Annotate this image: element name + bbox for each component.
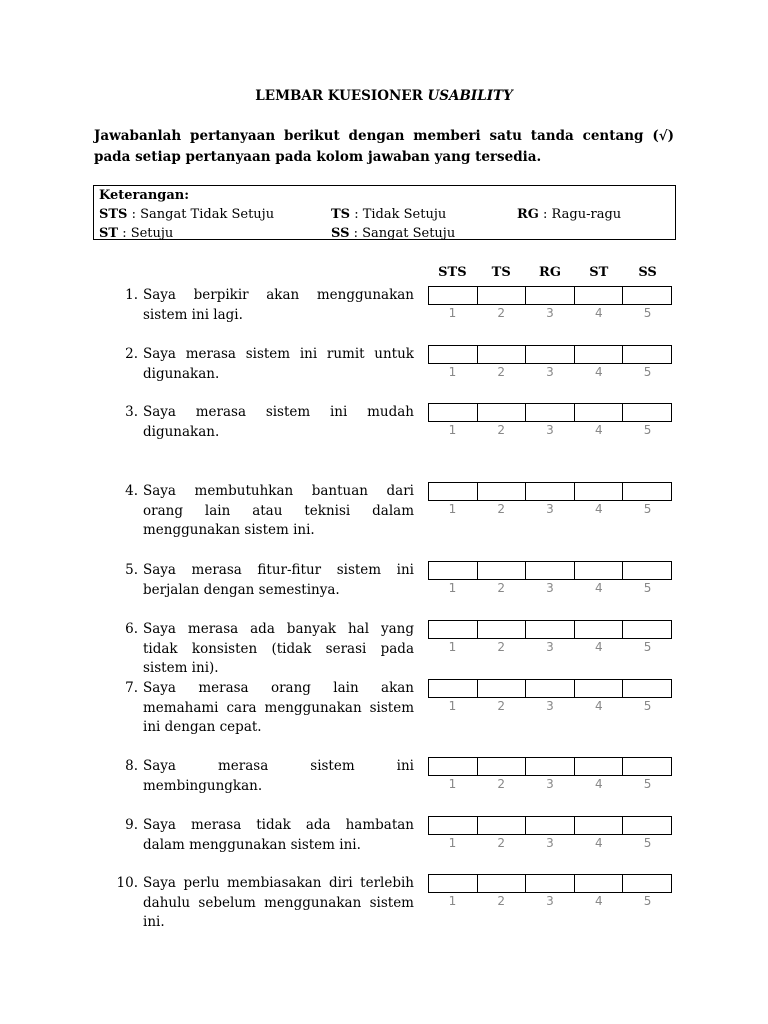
question-item: [114, 757, 414, 796]
question-text: Saya membutuhkan bantuan dari orang lain atau teknisi dalam menggunakan sistem ini.: [143, 483, 414, 538]
column-header: STS: [438, 265, 467, 280]
instruction-text: Jawabanlah pertanyaan berikut dengan memberi satu tanda centang (√) pada setiap pertanyaan pada kolom jawaban yang tersedia.: [94, 128, 674, 165]
answer-checkbox-sts[interactable]: [429, 680, 478, 697]
answer-checkbox-ts[interactable]: [478, 680, 527, 697]
answer-boxes: [428, 816, 672, 835]
answer-checkbox-rg[interactable]: [526, 680, 575, 697]
question-number: 1.: [125, 287, 138, 303]
legend-item-st: ST : Setuju: [99, 226, 174, 241]
scale-number: 3: [546, 306, 554, 320]
scale-number: 4: [594, 836, 603, 850]
answer-checkbox-st[interactable]: [575, 758, 624, 775]
answer-checkbox-sts[interactable]: [429, 346, 478, 363]
answer-checkbox-rg[interactable]: [526, 404, 575, 421]
scale-number: 4: [594, 581, 603, 595]
scale-numbers: [428, 640, 672, 654]
scale-number: 5: [643, 836, 652, 850]
answer-checkbox-st[interactable]: [575, 404, 624, 421]
answer-boxes: [428, 403, 672, 422]
answer-checkbox-ts[interactable]: [478, 404, 527, 421]
scale-number: 1: [448, 306, 457, 320]
column-header: RG: [539, 265, 561, 280]
scale-numbers: [428, 581, 672, 595]
answer-checkbox-sts[interactable]: [429, 621, 478, 638]
scale-number: 3: [546, 699, 554, 713]
question-item: [114, 679, 414, 738]
legend-item-ts: TS : Tidak Setuju: [331, 207, 447, 222]
answer-checkbox-rg[interactable]: [526, 758, 575, 775]
scale-number: 5: [643, 581, 652, 595]
scale-number: 4: [594, 306, 603, 320]
scale-numbers: [428, 306, 672, 320]
legend-title: Keterangan:: [99, 188, 190, 203]
answer-boxes: [428, 286, 672, 305]
question-item: [114, 620, 414, 679]
scale-number: 2: [497, 423, 506, 437]
scale-number: 1: [448, 581, 457, 595]
scale-number: 2: [497, 894, 506, 908]
scale-number: 4: [594, 640, 603, 654]
answer-checkbox-sts[interactable]: [429, 758, 478, 775]
answer-checkbox-ts[interactable]: [478, 346, 527, 363]
answer-checkbox-sts[interactable]: [429, 404, 478, 421]
answer-checkbox-sts[interactable]: [429, 483, 478, 500]
question-text: Saya merasa sistem ini mudah digunakan.: [143, 404, 414, 440]
column-header: SS: [638, 265, 657, 280]
scale-number: 5: [643, 365, 652, 379]
answer-checkbox-st[interactable]: [575, 562, 624, 579]
scale-numbers: [428, 699, 672, 713]
scale-numbers: [428, 365, 672, 379]
scale-number: 1: [448, 502, 457, 516]
answer-checkbox-ss[interactable]: [623, 817, 671, 834]
scale-number: 1: [448, 777, 457, 791]
answer-checkbox-rg[interactable]: [526, 483, 575, 500]
answer-boxes: [428, 679, 672, 698]
answer-checkbox-ss[interactable]: [623, 346, 671, 363]
answer-checkbox-st[interactable]: [575, 875, 624, 892]
answer-checkbox-st[interactable]: [575, 621, 624, 638]
question-number: 9.: [125, 817, 138, 833]
answer-checkbox-rg[interactable]: [526, 817, 575, 834]
answer-checkbox-ts[interactable]: [478, 875, 527, 892]
question-number: 6.: [125, 621, 138, 637]
scale-number: 5: [643, 640, 652, 654]
answer-checkbox-rg[interactable]: [526, 875, 575, 892]
title-italic-text: USABILITY: [427, 88, 513, 104]
answer-boxes: [428, 345, 672, 364]
scale-number: 1: [448, 894, 457, 908]
scale-number: 3: [546, 894, 554, 908]
scale-number: 1: [448, 699, 457, 713]
scale-number: 2: [497, 306, 506, 320]
question-text: Saya merasa fitur-fitur sistem ini berjalan dengan semestinya.: [143, 562, 414, 598]
question-item: [114, 816, 414, 855]
scale-numbers: [428, 423, 672, 437]
question-item: [114, 561, 414, 600]
scale-number: 3: [546, 581, 554, 595]
answer-checkbox-ss[interactable]: [623, 680, 671, 697]
answer-checkbox-ts[interactable]: [478, 287, 527, 304]
scale-number: 5: [643, 894, 652, 908]
scale-number: 3: [546, 640, 554, 654]
column-header: ST: [589, 265, 609, 280]
scale-number: 5: [643, 777, 652, 791]
answer-checkbox-sts[interactable]: [429, 562, 478, 579]
answer-checkbox-ts[interactable]: [478, 483, 527, 500]
scale-number: 3: [546, 777, 554, 791]
question-text: Saya berpikir akan menggunakan sistem ini lagi.: [143, 287, 414, 323]
question-number: 10.: [116, 875, 138, 891]
question-text: Saya merasa ada banyak hal yang tidak konsisten (tidak serasi pada sistem ini).: [143, 621, 414, 676]
legend-box: [93, 185, 676, 240]
answer-boxes: [428, 757, 672, 776]
page-title: [0, 88, 768, 104]
scale-number: 4: [594, 365, 603, 379]
question-number: 8.: [125, 758, 138, 774]
answer-checkbox-st[interactable]: [575, 287, 624, 304]
question-item: [114, 874, 414, 933]
answer-checkbox-ss[interactable]: [623, 562, 671, 579]
question-item: [114, 482, 414, 541]
question-number: 3.: [125, 404, 138, 420]
question-item: [114, 345, 414, 384]
answer-boxes: [428, 620, 672, 639]
answer-checkbox-ts[interactable]: [478, 562, 527, 579]
question-number: 4.: [125, 483, 138, 499]
answer-checkbox-ss[interactable]: [623, 404, 671, 421]
answer-checkbox-st[interactable]: [575, 680, 624, 697]
answer-checkbox-rg[interactable]: [526, 346, 575, 363]
question-item: [114, 403, 414, 442]
scale-number: 5: [643, 699, 652, 713]
answer-checkbox-ts[interactable]: [478, 758, 527, 775]
scale-number: 3: [546, 365, 554, 379]
answer-boxes: [428, 482, 672, 501]
answer-checkbox-st[interactable]: [575, 346, 624, 363]
legend-item-rg: RG : Ragu-ragu: [517, 207, 622, 222]
question-text: Saya merasa tidak ada hambatan dalam menggunakan sistem ini.: [143, 817, 414, 853]
scale-number: 4: [594, 699, 603, 713]
question-item: [114, 286, 414, 325]
scale-number: 2: [497, 365, 506, 379]
answer-checkbox-ss[interactable]: [623, 621, 671, 638]
answer-checkbox-sts[interactable]: [429, 875, 478, 892]
scale-number: 3: [546, 423, 554, 437]
answer-boxes: [428, 874, 672, 893]
scale-number: 4: [594, 777, 603, 791]
scale-numbers: [428, 777, 672, 791]
answer-checkbox-ss[interactable]: [623, 758, 671, 775]
scale-number: 1: [448, 640, 457, 654]
scale-number: 2: [497, 640, 506, 654]
answer-checkbox-st[interactable]: [575, 483, 624, 500]
scale-number: 1: [448, 836, 457, 850]
question-text: Saya merasa sistem ini rumit untuk digunakan.: [143, 346, 414, 382]
scale-number: 2: [497, 836, 506, 850]
column-header: TS: [491, 265, 511, 280]
scale-numbers: [428, 894, 672, 908]
scale-number: 3: [546, 502, 554, 516]
scale-number: 4: [594, 502, 603, 516]
scale-number: 3: [546, 836, 554, 850]
question-number: 7.: [125, 680, 138, 696]
question-number: 2.: [125, 346, 138, 362]
scale-number: 5: [643, 423, 652, 437]
answer-checkbox-rg[interactable]: [526, 287, 575, 304]
scale-number: 2: [497, 777, 506, 791]
answer-column-headers: [428, 265, 672, 280]
answer-checkbox-sts[interactable]: [429, 817, 478, 834]
scale-number: 4: [594, 894, 603, 908]
answer-checkbox-rg[interactable]: [526, 562, 575, 579]
scale-numbers: [428, 502, 672, 516]
answer-checkbox-ts[interactable]: [478, 817, 527, 834]
answer-checkbox-ts[interactable]: [478, 621, 527, 638]
scale-number: 4: [594, 423, 603, 437]
scale-number: 2: [497, 581, 506, 595]
question-text: Saya perlu membiasakan diri terlebih dahulu sebelum menggunakan sistem ini.: [143, 875, 414, 930]
answer-checkbox-ss[interactable]: [623, 483, 671, 500]
answer-checkbox-ss[interactable]: [623, 875, 671, 892]
question-text: Saya merasa orang lain akan memahami cara menggunakan sistem ini dengan cepat.: [143, 680, 414, 735]
answer-boxes: [428, 561, 672, 580]
scale-number: 2: [497, 699, 506, 713]
scale-number: 1: [448, 423, 457, 437]
answer-checkbox-rg[interactable]: [526, 621, 575, 638]
answer-checkbox-sts[interactable]: [429, 287, 478, 304]
scale-numbers: [428, 836, 672, 850]
answer-checkbox-st[interactable]: [575, 817, 624, 834]
legend-item-ss: SS : Sangat Setuju: [331, 226, 456, 241]
scale-number: 5: [643, 306, 652, 320]
scale-number: 1: [448, 365, 457, 379]
scale-number: 2: [497, 502, 506, 516]
legend-item-sts: STS : Sangat Tidak Setuju: [99, 207, 275, 222]
answer-checkbox-ss[interactable]: [623, 287, 671, 304]
question-number: 5.: [125, 562, 138, 578]
title-text: LEMBAR KUESIONER: [255, 88, 428, 104]
scale-number: 5: [643, 502, 652, 516]
question-text: Saya merasa sistem ini membingungkan.: [143, 758, 414, 794]
